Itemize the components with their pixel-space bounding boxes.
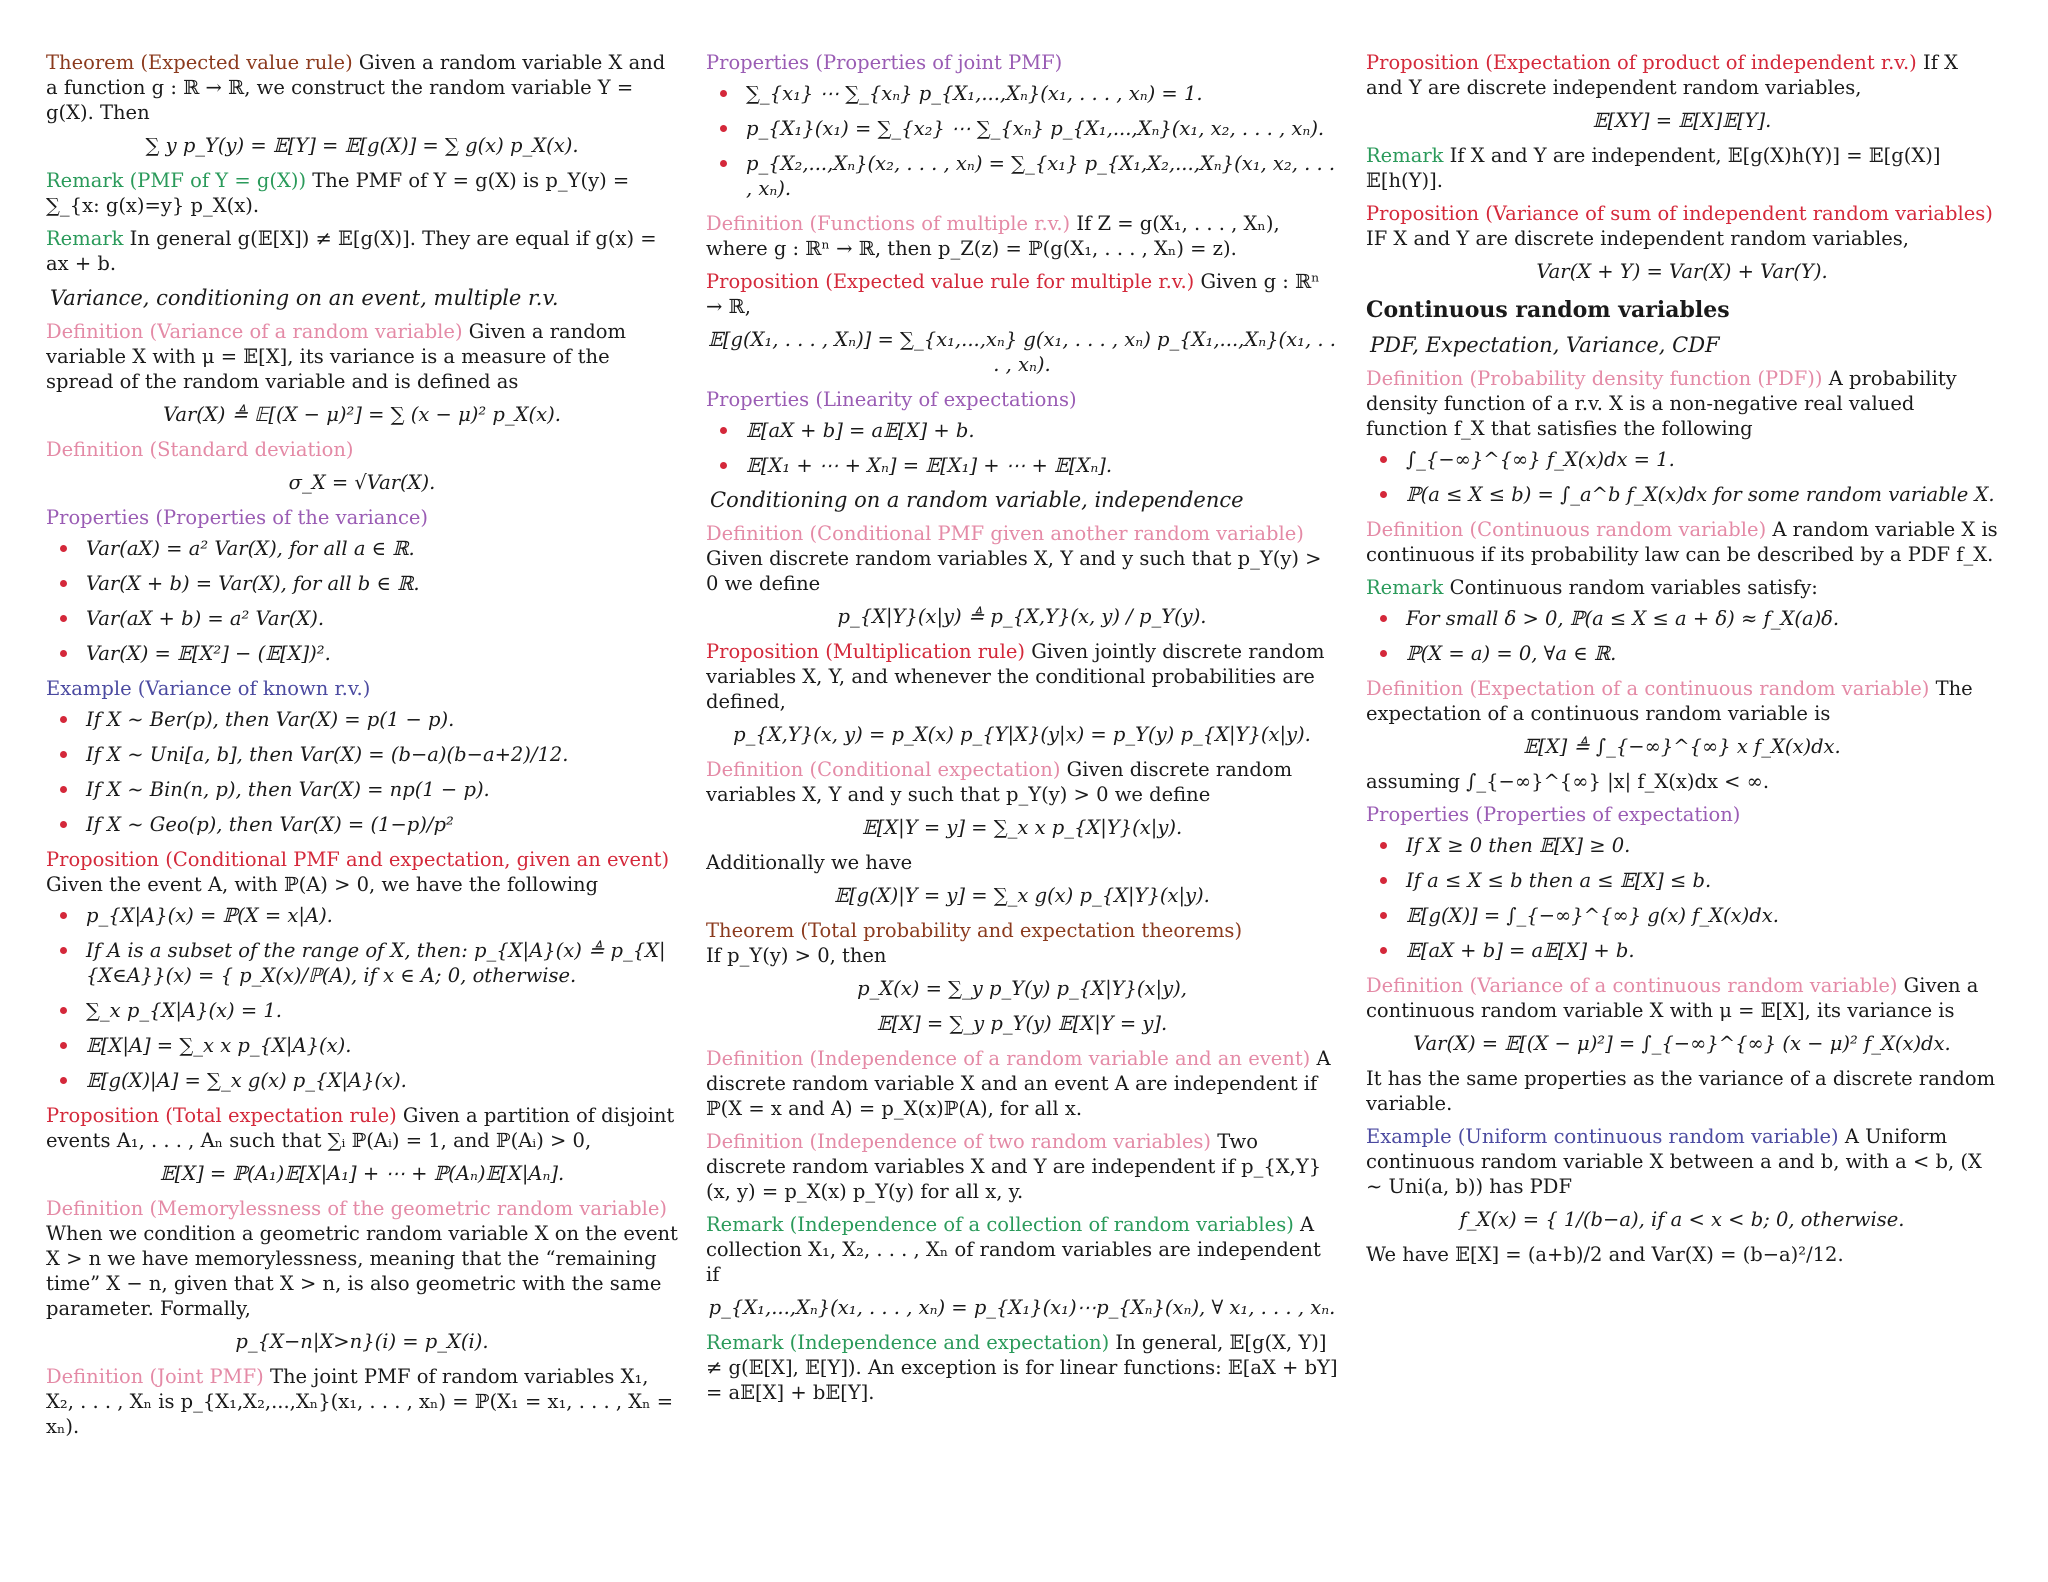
block-text: Given discrete random variables X, Y and y such that p_Y(y) > 0 we define	[706, 547, 1322, 595]
definition-variance	[46, 319, 678, 427]
definition-memorylessness	[46, 1196, 678, 1354]
block-label: Remark	[1366, 576, 1444, 599]
column-3	[1366, 50, 1998, 1582]
properties-joint-pmf	[706, 50, 1338, 201]
block-label: Definition (Variance of a continuous random variable)	[1366, 974, 1898, 997]
equation: 𝔼[g(X₁, . . . , Xₙ)] = ∑_{x₁,...,xₙ} g(x₁, . . . , xₙ) p_{X₁,...,Xₙ}(x₁, . . . , xₙ).	[708, 328, 1336, 376]
column-1	[46, 50, 678, 1582]
equation: 𝔼[g(X)|Y = y] = ∑_x g(x) p_{X|Y}(x|y).	[834, 884, 1210, 907]
remark-expectation-inequality	[46, 226, 678, 276]
block-text: If Z = g(X₁, . . . , Xₙ), where g : ℝⁿ → ℝ, then p_Z(z) = ℙ(g(X₁, . . . , Xₙ) = z).	[706, 212, 1280, 260]
bullet-list	[1366, 606, 1998, 666]
block-label: Definition (Variance of a random variable)	[46, 320, 463, 343]
definition-joint-pmf	[46, 1364, 678, 1439]
proposition-expected-value-multiple	[706, 269, 1338, 377]
proposition-conditional-pmf	[46, 847, 678, 1093]
equation: p_{X₁,...,Xₙ}(x₁, . . . , xₙ) = p_{X₁}(x₁)⋯p_{Xₙ}(xₙ), ∀ x₁, . . . , xₙ.	[708, 1296, 1336, 1319]
block-label: Definition (Expectation of a continuous random variable)	[1366, 677, 1930, 700]
block-label: Proposition (Expected value rule for multiple r.v.)	[706, 270, 1195, 293]
equation: 𝔼[X] = ℙ(A₁)𝔼[X|A₁] + ⋯ + ℙ(Aₙ)𝔼[X|Aₙ].	[159, 1162, 565, 1185]
block-text: If X and Y are independent, 𝔼[g(X)h(Y)] = 𝔼[g(X)] 𝔼[h(Y)].	[1366, 144, 1941, 192]
block-label: Proposition (Conditional PMF and expectation, given an event)	[46, 848, 670, 871]
proposition-total-expectation	[46, 1103, 678, 1186]
block-label: Definition (Probability density function (PDF))	[1366, 367, 1823, 390]
block-text: If X and Y are discrete independent random variables,	[1366, 51, 1958, 99]
list-item: 𝔼[aX + b] = a𝔼[X] + b.	[1406, 938, 1998, 963]
block-text: In general g(𝔼[X]) ≠ 𝔼[g(X)]. They are equal if g(x) = ax + b.	[46, 227, 657, 275]
list-item: ℙ(X = a) = 0, ∀a ∈ ℝ.	[1406, 641, 1998, 666]
list-item: 𝔼[X|A] = ∑_x x p_{X|A}(x).	[86, 1033, 678, 1058]
block-text: Given discrete random variables X, Y and y such that p_Y(y) > 0 we define	[706, 758, 1293, 806]
block-label: Definition (Independence of two random variables)	[706, 1130, 1212, 1153]
list-item: If X ∼ Uni[a, b], then Var(X) = (b−a)(b−a+2)/12.	[86, 742, 678, 767]
equation: Var(X) = 𝔼[(X − μ)²] = ∫_{−∞}^{∞} (x − μ)² f_X(x)dx.	[1413, 1032, 1951, 1055]
list-item: ∫_{−∞}^{∞} f_X(x)dx = 1.	[1406, 447, 1998, 472]
equation: p_{X|Y}(x|y) ≜ p_{X,Y}(x, y) / p_Y(y).	[837, 605, 1207, 628]
block-text: assuming ∫_{−∞}^{∞} |x| f_X(x)dx < ∞.	[1366, 770, 1770, 793]
block-label: Definition (Memorylessness of the geometric random variable)	[46, 1197, 668, 1220]
block-text: If p_Y(y) > 0, then	[706, 944, 887, 967]
block-text: A probability density function of a r.v. X is a non-negative real valued function f_X that satisfies the following	[1366, 367, 1957, 440]
block-label: Proposition (Variance of sum of independent random variables)	[1366, 202, 1993, 225]
list-item: 𝔼[g(X)|A] = ∑_x g(x) p_{X|A}(x).	[86, 1068, 678, 1093]
proposition-variance-sum	[1366, 201, 1998, 284]
list-item: If X ∼ Geo(p), then Var(X) = (1−p)/p²	[86, 812, 678, 837]
bullet-list	[706, 418, 1338, 478]
block-text: A random variable X is continuous if its probability law can be described by a PDF f_X.	[1366, 518, 1998, 566]
block-text: It has the same properties as the variance of a discrete random variable.	[1366, 1067, 1996, 1115]
proposition-expectation-product	[1366, 50, 1998, 133]
block-label: Remark (Independence and expectation)	[706, 1331, 1110, 1354]
proposition-multiplication-rule	[706, 639, 1338, 747]
equation: σ_X = √Var(X).	[288, 471, 436, 494]
block-text: The expectation of a continuous random variable is	[1366, 677, 1973, 725]
bullet-list	[1366, 447, 1998, 507]
block-text: Given a partition of disjoint events A₁, . . . , Aₙ such that ∑ᵢ ℙ(Aᵢ) = 1, and ℙ(Aᵢ) > 0,	[46, 1104, 675, 1152]
block-label: Properties (Properties of expectation)	[1366, 803, 1741, 826]
block-label: Remark	[1366, 144, 1444, 167]
equation: 𝔼[X] = ∑_y p_Y(y) 𝔼[X|Y = y].	[876, 1012, 1168, 1035]
remark-pmf-of-y	[46, 168, 678, 218]
example-variance-known-rv	[46, 676, 678, 837]
block-label: Remark (Independence of a collection of random variables)	[706, 1213, 1294, 1236]
block-label: Definition (Functions of multiple r.v.)	[706, 212, 1071, 235]
block-text: We have 𝔼[X] = (a+b)/2 and Var(X) = (b−a)²/12.	[1366, 1243, 1844, 1266]
remark-independent-functions	[1366, 143, 1998, 193]
definition-conditional-expectation	[706, 757, 1338, 840]
bullet-list	[46, 536, 678, 666]
list-item: p_{X₂,...,Xₙ}(x₂, . . . , xₙ) = ∑_{x₁} p_{X₁,X₂,...,Xₙ}(x₁, x₂, . . . , xₙ).	[746, 151, 1338, 201]
equation: ∑ y p_Y(y) = 𝔼[Y] = 𝔼[g(X)] = ∑ g(x) p_X(x).	[145, 134, 579, 157]
block-text: Given the event A, with ℙ(A) > 0, we have the following	[46, 873, 599, 896]
block-label: Properties (Properties of the variance)	[46, 506, 429, 529]
equation: 𝔼[X] ≜ ∫_{−∞}^{∞} x f_X(x)dx.	[1523, 735, 1841, 758]
block-text: A collection X₁, X₂, . . . , Xₙ of random variables are independent if	[706, 1213, 1321, 1286]
definition-independence-rv-event	[706, 1046, 1338, 1121]
bullet-list	[46, 903, 678, 1093]
block-label: Definition (Conditional expectation)	[706, 758, 1061, 781]
list-item: 𝔼[aX + b] = a𝔼[X] + b.	[746, 418, 1338, 443]
block-label: Proposition (Total expectation rule)	[46, 1104, 397, 1127]
block-text: Additionally we have	[706, 851, 913, 874]
block-label: Example (Uniform continuous random variable)	[1366, 1125, 1839, 1148]
bullet-list	[1366, 833, 1998, 963]
block-text: Continuous random variables satisfy:	[1443, 576, 1818, 599]
list-item: ℙ(a ≤ X ≤ b) = ∫_a^b f_X(x)dx for some random variable X.	[1406, 482, 1998, 507]
block-label: Definition (Standard deviation)	[46, 438, 354, 461]
properties-of-expectation	[1366, 802, 1998, 963]
block-label: Proposition (Expectation of product of independent r.v.)	[1366, 51, 1917, 74]
block-label: Theorem (Total probability and expectation theorems)	[706, 919, 1243, 942]
block-label: Example (Variance of known r.v.)	[46, 677, 371, 700]
block-text: When we condition a geometric random variable X on the event X > n we have memorylessness, meaning that the “remaining time” X − n, given that X > n, is also geometric with the same parameter. Formally,	[46, 1222, 678, 1320]
block-text: IF X and Y are discrete independent random variables,	[1366, 227, 1909, 250]
chapter-title: Continuous random variables	[1366, 297, 1730, 323]
block-text: Given a random variable X and a function g : ℝ → ℝ, we construct the random variable Y = g(X). Then	[46, 51, 666, 124]
equation: p_{X−n|X>n}(i) = p_X(i).	[235, 1330, 489, 1353]
block-label: Theorem (Expected value rule)	[46, 51, 353, 74]
block-label: Definition (Continuous random variable)	[1366, 518, 1767, 541]
remark-continuous-rv	[1366, 575, 1998, 666]
list-item: If X ∼ Bin(n, p), then Var(X) = np(1 − p).	[86, 777, 678, 802]
example-uniform-continuous	[1366, 1124, 1998, 1267]
block-text: The PMF of Y = g(X) is p_Y(y) = ∑_{x: g(x)=y} p_X(x).	[46, 169, 630, 217]
definition-standard-deviation	[46, 437, 678, 495]
block-text: In general, 𝔼[g(X, Y)] ≠ g(𝔼[X], 𝔼[Y]). An exception is for linear functions: 𝔼[aX + bY] = a𝔼[X] + b𝔼[Y].	[706, 1331, 1338, 1404]
list-item: Var(aX + b) = a² Var(X).	[86, 606, 678, 631]
theorem-total-probability	[706, 918, 1338, 1036]
definition-continuous-variance	[1366, 973, 1998, 1116]
block-text: A Uniform continuous random variable X between a and b, with a < b, (X ∼ Uni(a, b)) has PDF	[1366, 1125, 1982, 1198]
block-text: Given a random variable X with μ = 𝔼[X], its variance is a measure of the spread of the random variable and is defined as	[46, 320, 626, 393]
list-item: If A is a subset of the range of X, then: p_{X|A}(x) ≜ p_{X|{X∈A}}(x) = { p_X(x)/ℙ(A), if x ∈ A; 0, otherwise.	[86, 938, 678, 988]
block-text: The joint PMF of random variables X₁, X₂, . . . , Xₙ is p_{X₁,X₂,...,Xₙ}(x₁, . . . , xₙ) = ℙ(X₁ = x₁, . . . , Xₙ = xₙ).	[46, 1365, 674, 1438]
list-item: If a ≤ X ≤ b then a ≤ 𝔼[X] ≤ b.	[1406, 868, 1998, 893]
list-item: p_{X₁}(x₁) = ∑_{x₂} ⋯ ∑_{xₙ} p_{X₁,...,Xₙ}(x₁, x₂, . . . , xₙ).	[746, 116, 1338, 141]
remark-independence-expectation	[706, 1330, 1338, 1405]
equation: p_X(x) = ∑_y p_Y(y) p_{X|Y}(x|y),	[857, 977, 1187, 1000]
theorem-expected-value-rule	[46, 50, 678, 158]
block-label: Definition (Conditional PMF given another random variable)	[706, 522, 1304, 545]
definition-functions-multiple-rv	[706, 211, 1338, 261]
list-item: For small δ > 0, ℙ(a ≤ X ≤ a + δ) ≈ f_X(a)δ.	[1406, 606, 1998, 631]
block-label: Remark	[46, 227, 124, 250]
remark-independence-collection	[706, 1212, 1338, 1320]
block-text: Given g : ℝⁿ → ℝ,	[706, 270, 1320, 318]
list-item: ∑_{x₁} ⋯ ∑_{xₙ} p_{X₁,...,Xₙ}(x₁, . . . , xₙ) = 1.	[746, 81, 1338, 106]
definition-independence-two-rv	[706, 1129, 1338, 1204]
list-item: 𝔼[X₁ + ⋯ + Xₙ] = 𝔼[X₁] + ⋯ + 𝔼[Xₙ].	[746, 453, 1338, 478]
definition-continuous-expectation	[1366, 676, 1998, 794]
block-label: Properties (Properties of joint PMF)	[706, 51, 1063, 74]
list-item: Var(X + b) = Var(X), for all b ∈ ℝ.	[86, 571, 678, 596]
block-label: Properties (Linearity of expectations)	[706, 388, 1077, 411]
list-item: Var(aX) = a² Var(X), for all a ∈ ℝ.	[86, 536, 678, 561]
list-item: p_{X|A}(x) = ℙ(X = x|A).	[86, 903, 678, 928]
equation: p_{X,Y}(x, y) = p_X(x) p_{Y|X}(y|x) = p_Y(y) p_{X|Y}(x|y).	[733, 723, 1311, 746]
bullet-list	[706, 81, 1338, 201]
properties-linearity	[706, 387, 1338, 478]
definition-pdf	[1366, 366, 1998, 507]
equation: 𝔼[X|Y = y] = ∑_x x p_{X|Y}(x|y).	[861, 816, 1183, 839]
block-label: Remark (PMF of Y = g(X))	[46, 169, 307, 192]
section-title: Conditioning on a random variable, independence	[710, 488, 1244, 512]
definition-continuous-rv	[1366, 517, 1998, 567]
list-item: Var(X) = 𝔼[X²] − (𝔼[X])².	[86, 641, 678, 666]
list-item: If X ≥ 0 then 𝔼[X] ≥ 0.	[1406, 833, 1998, 858]
properties-of-variance	[46, 505, 678, 666]
block-text: Given jointly discrete random variables X, Y, and whenever the conditional probabilities are defined,	[706, 640, 1325, 713]
additional-note	[706, 850, 1338, 908]
bullet-list	[46, 707, 678, 837]
section-title: Variance, conditioning on an event, multiple r.v.	[50, 286, 559, 310]
list-item: ∑_x p_{X|A}(x) = 1.	[86, 998, 678, 1023]
equation: 𝔼[XY] = 𝔼[X]𝔼[Y].	[1592, 109, 1772, 132]
equation: f_X(x) = { 1/(b−a), if a < x < b; 0, otherwise.	[1459, 1208, 1905, 1231]
equation: Var(X + Y) = Var(X) + Var(Y).	[1536, 260, 1828, 283]
block-text: Two discrete random variables X and Y are independent if p_{X,Y}(x, y) = p_X(x) p_Y(y) for all x, y.	[706, 1130, 1322, 1203]
block-label: Definition (Independence of a random variable and an event)	[706, 1047, 1311, 1070]
block-label: Definition (Joint PMF)	[46, 1365, 264, 1388]
section-title: PDF, Expectation, Variance, CDF	[1370, 333, 1720, 357]
block-text: A discrete random variable X and an event A are independent if ℙ(X = x and A) = p_X(x)ℙ(A), for all x.	[706, 1047, 1331, 1120]
list-item: If X ∼ Ber(p), then Var(X) = p(1 − p).	[86, 707, 678, 732]
block-label: Proposition (Multiplication rule)	[706, 640, 1025, 663]
list-item: 𝔼[g(X)] = ∫_{−∞}^{∞} g(x) f_X(x)dx.	[1406, 903, 1998, 928]
equation: Var(X) ≜ 𝔼[(X − μ)²] = ∑ (x − μ)² p_X(x).	[163, 403, 561, 426]
column-2	[706, 50, 1338, 1582]
definition-conditional-pmf	[706, 521, 1338, 629]
block-text: Given a continuous random variable X with μ = 𝔼[X], its variance is	[1366, 974, 1979, 1022]
